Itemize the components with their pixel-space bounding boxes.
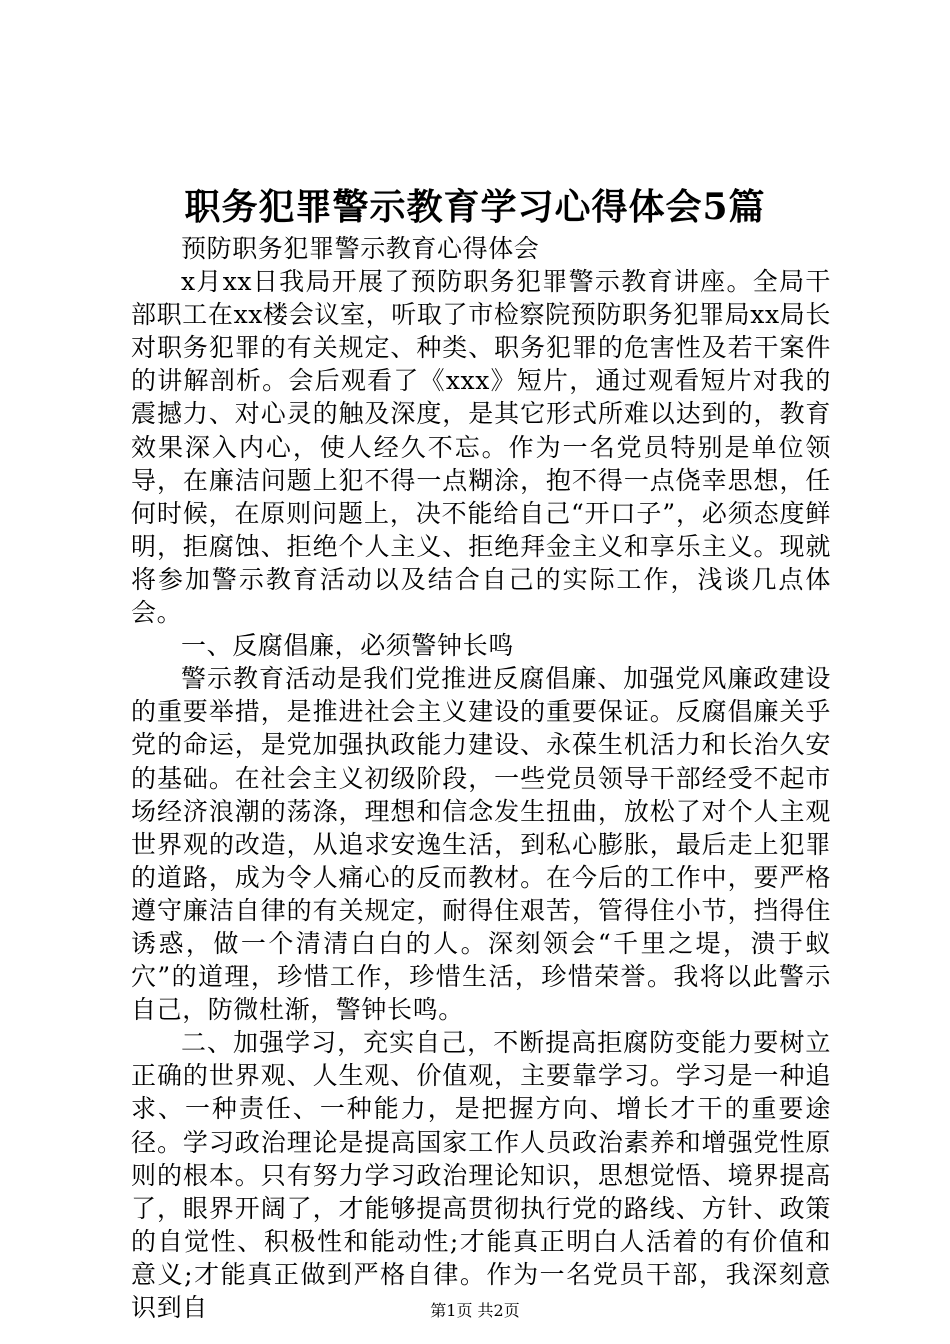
document-title: 职务犯罪警示教育学习心得体会5篇: [184, 186, 766, 228]
page-footer: 第1页 共2页: [430, 1301, 520, 1320]
section-heading-one: 一、反腐倡廉，必须警钟长鸣: [181, 631, 514, 661]
body-paragraph: x月xx日我局开展了预防职务犯罪警示教育讲座。全局干部职工在xx楼会议室，听取了市检察院预防职务犯罪局xx局长对职务犯罪的有关规定、种类、职务犯罪的危害性及若干案件的讲解剖析。会后观看了《xxx》短片，通过观看短片对我的震撼力、对心灵的触及深度，是其它形式所难以达到的，教育效果深入内心，使人经久不忘。作为一名党员特别是单位领导，在廉洁问题上犯不得一点糊涂，抱不得一点侥幸思想，任何时候，在原则问题上，决不能给自己“开口子”，必须态度鲜明，拒腐蚀、拒绝个人主义、拒绝拜金主义和享乐主义。现就将参加警示教育活动以及结合自己的实际工作，浅谈几点体会。: [131, 267, 831, 628]
section-heading-intro: 预防职务犯罪警示教育心得体会: [181, 234, 540, 263]
body-paragraph: 警示教育活动是我们党推进反腐倡廉、加强党风廉政建设的重要举措，是推进社会主义建设的重要保证。反腐倡廉关乎党的命运，是党加强执政能力建设、永葆生机活力和长治久安的基础。在社会主义初级阶段，一些党员领导干部经受不起市场经济浪潮的荡涤，理想和信念发生扭曲，放松了对个人主观世界观的改造，从追求安逸生活，到私心膨胀，最后走上犯罪的道路，成为令人痛心的反而教材。在今后的工作中，要严格遵守廉洁自律的有关规定，耐得住艰苦，管得住小节，挡得住诱惑，做一个清清白白的人。深刻领会“千里之堤，溃于蚁穴”的道理，珍惜工作，珍惜生活，珍惜荣誉。我将以此警示自己，防微杜渐，警钟长鸣。: [131, 664, 831, 1025]
body-paragraph: 二、加强学习，充实自己，不断提高拒腐防变能力要树立正确的世界观、人生观、价值观，主要靠学习。学习是一种追求、一种责任、一种能力，是把握方向、增长才干的重要途径。学习政治理论是提高国家工作人员政治素养和增强党性原则的根本。只有努力学习政治理论知识，思想觉悟、境界提高了，眼界开阔了，才能够提高贯彻执行党的路线、方针、政策的自觉性、积极性和能动性;才能真正明白人活着的有价值和意义;才能真正做到严格自律。作为一名党员干部，我深刻意识到自: [131, 1028, 831, 1322]
document-body: [131, 232, 831, 1324]
